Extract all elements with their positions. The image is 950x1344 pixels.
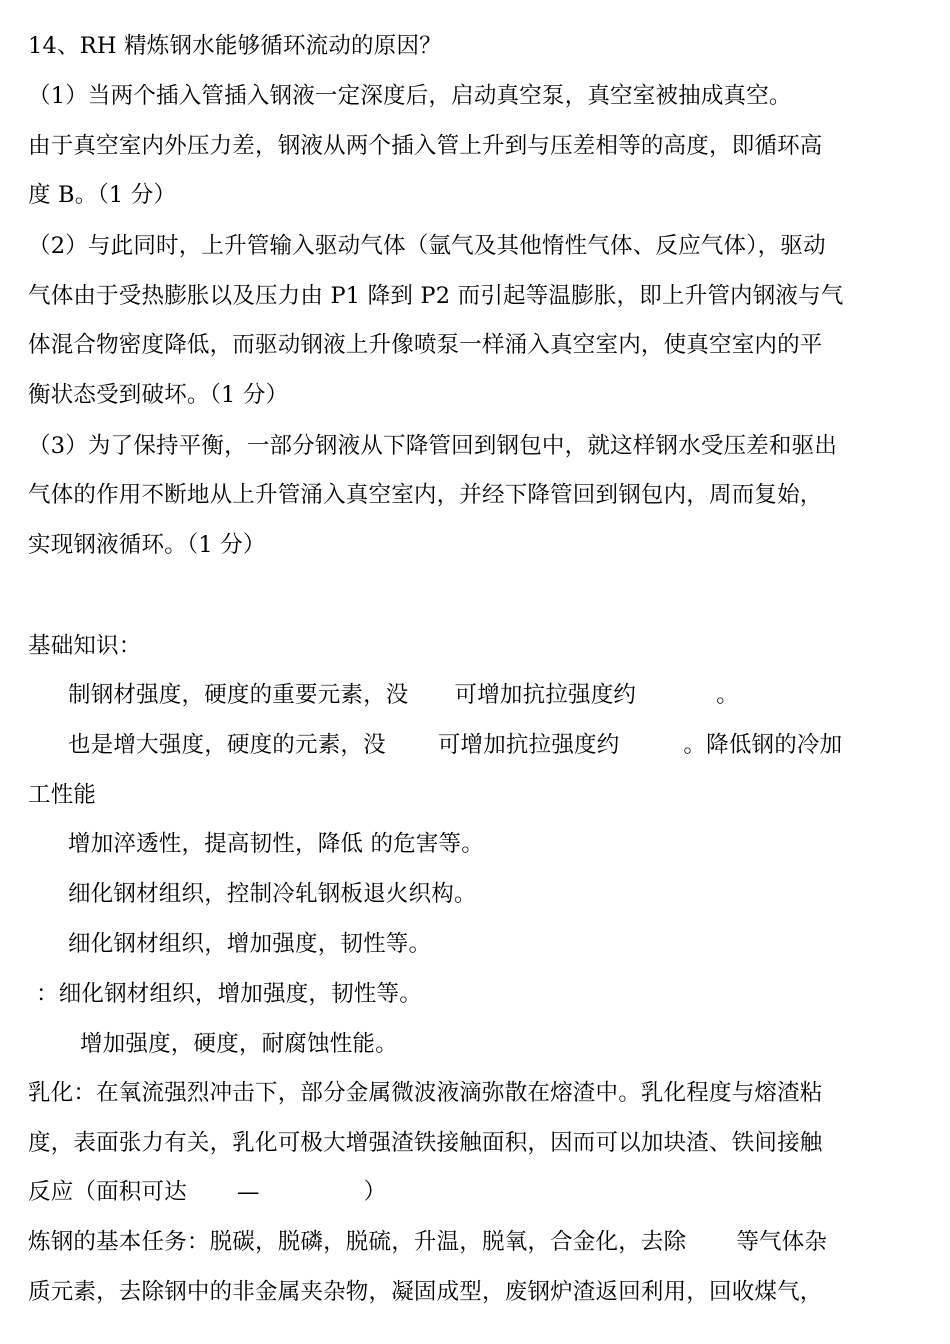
question-title: 14、RH 精炼钢水能够循环流动的原因？ xyxy=(28,33,442,59)
basics-heading: 基础知识： xyxy=(28,633,142,659)
answer-para-3-line-2: 气体的作用不断地从上升管涌入真空室内，并经下降管回到钢包内，周而复始， xyxy=(28,482,823,508)
emulsion-line-3-part-a: 反应（面积可达 xyxy=(28,1179,187,1205)
basics-line-5: 细化钢材组织，增加强度，韧性等。 xyxy=(68,931,432,957)
basics-line-7: 增加强度，硬度，耐腐蚀性能。 xyxy=(80,1031,398,1057)
basics-line-1-part-b: 可增加抗拉强度约 xyxy=(454,682,637,708)
basics-line-2-part-c: 。降低钢的冷加 xyxy=(683,732,843,758)
tasks-line-1-part-a: 炼钢的基本任务：脱碳，脱磷，脱硫，升温，脱氧，合金化，去除 xyxy=(28,1229,687,1255)
answer-para-1-line-3: 度 B。（1 分） xyxy=(28,182,177,208)
answer-para-2-line-1: （2）与此同时，上升管输入驱动气体（氩气及其他惰性气体、反应气体），驱动 xyxy=(28,233,826,259)
basics-line-1-part-c: 。 xyxy=(716,682,739,708)
answer-para-1-line-1: （1）当两个插入管插入钢液一定深度后，启动真空泵，真空室被抽成真空。 xyxy=(28,83,792,109)
tasks-line-2: 质元素，去除钢中的非金属夹杂物，凝固成型，废钢炉渣返回利用，回收煤气， xyxy=(28,1279,823,1305)
basics-line-6: ：细化钢材组织，增加强度，韧性等。 xyxy=(36,981,422,1007)
answer-para-1-line-2: 由于真空室内外压力差，钢液从两个插入管上升到与压差相等的高度，即循环高 xyxy=(28,133,823,159)
answer-para-2-line-4: 衡状态受到破坏。（1 分） xyxy=(28,382,289,408)
basics-line-4: 细化钢材组织，控制冷轧钢板退火织构。 xyxy=(68,881,477,907)
answer-para-3-line-3: 实现钢液循环。（1 分） xyxy=(28,532,266,558)
emulsion-line-2: 度，表面张力有关，乳化可极大增强渣铁接触面积，因而可以加块渣、铁间接触 xyxy=(28,1130,823,1156)
emulsion-dash: — xyxy=(236,1179,260,1205)
answer-para-2-line-2: 气体由于受热膨胀以及压力由 P1 降到 P2 而引起等温膨胀，即上升管内钢液与气 xyxy=(28,283,844,309)
answer-para-2-line-3: 体混合物密度降低，而驱动钢液上升像喷泵一样涌入真空室内，使真空室内的平 xyxy=(28,332,823,358)
basics-line-1 xyxy=(68,680,950,710)
tasks-line-1-part-b: 等气体杂 xyxy=(736,1229,828,1255)
basics-line-2-continued: 工性能 xyxy=(28,782,97,808)
basics-line-2 xyxy=(68,730,950,760)
answer-para-3-line-1: （3）为了保持平衡，一部分钢液从下降管回到钢包中，就这样钢水受压差和驱出 xyxy=(28,433,838,459)
emulsion-line-1: 乳化：在氧流强烈冲击下，部分金属微波液滴弥散在熔渣中。乳化程度与熔渣粘 xyxy=(28,1080,823,1106)
emulsion-line-3 xyxy=(28,1177,924,1207)
basics-line-2-part-a: 也是增大强度，硬度的元素，没 xyxy=(68,732,386,758)
basics-line-2-part-b: 可增加抗拉强度约 xyxy=(437,732,620,758)
tasks-line-1 xyxy=(28,1227,924,1257)
basics-line-1-part-a: 制钢材强度，硬度的重要元素，没 xyxy=(68,682,409,708)
basics-line-3: 增加淬透性，提高韧性，降低 的危害等。 xyxy=(68,831,484,857)
emulsion-line-3-part-c: ） xyxy=(363,1179,387,1205)
